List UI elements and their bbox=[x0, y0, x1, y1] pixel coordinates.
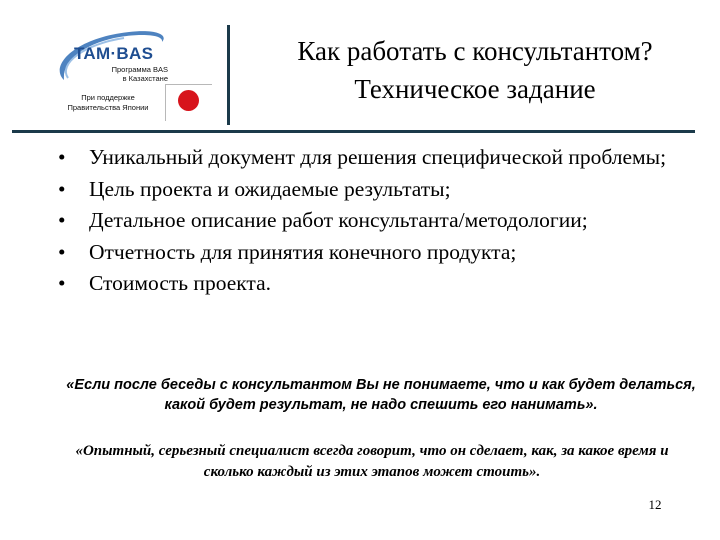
bullet-marker: • bbox=[58, 176, 66, 201]
support-caption bbox=[58, 93, 158, 113]
bullet-marker: • bbox=[58, 208, 66, 232]
quote-hiring-advice: «Если после беседы с консультантом Вы не понимаете, что и как будет делаться, какой будет результат, не надо спешить его нанимать». bbox=[66, 377, 696, 413]
bullet-list bbox=[58, 142, 708, 300]
japan-flag-icon bbox=[165, 84, 212, 121]
support-caption-line-2: Правительства Японии bbox=[67, 103, 149, 112]
bullet-text: Детальное описание работ консультанта/методологии; bbox=[89, 208, 588, 232]
bullet-item bbox=[58, 174, 708, 206]
program-caption-line-2: в Казахстане bbox=[122, 74, 168, 83]
bullet-text: Уникальный документ для решения специфической проблемы; bbox=[89, 145, 667, 169]
support-caption-line-1: При поддержке bbox=[81, 93, 135, 102]
bullet-marker: • bbox=[58, 145, 66, 169]
bullet-item bbox=[58, 205, 708, 237]
bullet-item bbox=[58, 237, 708, 269]
japan-flag-sun bbox=[178, 90, 199, 111]
bullet-item bbox=[58, 142, 708, 174]
bullet-text: Отчетность для принятия конечного продукта; bbox=[89, 239, 517, 264]
page-number: 12 bbox=[648, 497, 662, 512]
slide-title-line-2: Техническое задание bbox=[354, 74, 596, 104]
bullet-marker: • bbox=[58, 239, 66, 264]
bullet-marker: • bbox=[58, 271, 66, 295]
tambas-logo-text: TAM·BAS bbox=[74, 44, 154, 63]
bullet-text: Стоимость проекта. bbox=[89, 271, 271, 295]
bullet-text: Цель проекта и ожидаемые результаты; bbox=[89, 176, 451, 201]
slide-title-line-1: Как работать с консультантом? bbox=[297, 36, 653, 66]
slide-title bbox=[240, 32, 710, 108]
quote-experienced-specialist: «Опытный, серьезный специалист всегда говорит, что он сделает, как, за какое время и сколько каждый из этих этапов может стоить». bbox=[75, 443, 669, 480]
bullet-item bbox=[58, 268, 708, 300]
header-horizontal-rule bbox=[12, 130, 695, 133]
header-vertical-divider bbox=[227, 25, 230, 125]
program-caption bbox=[88, 65, 168, 83]
program-caption-line-1: Программа BAS bbox=[111, 65, 168, 74]
